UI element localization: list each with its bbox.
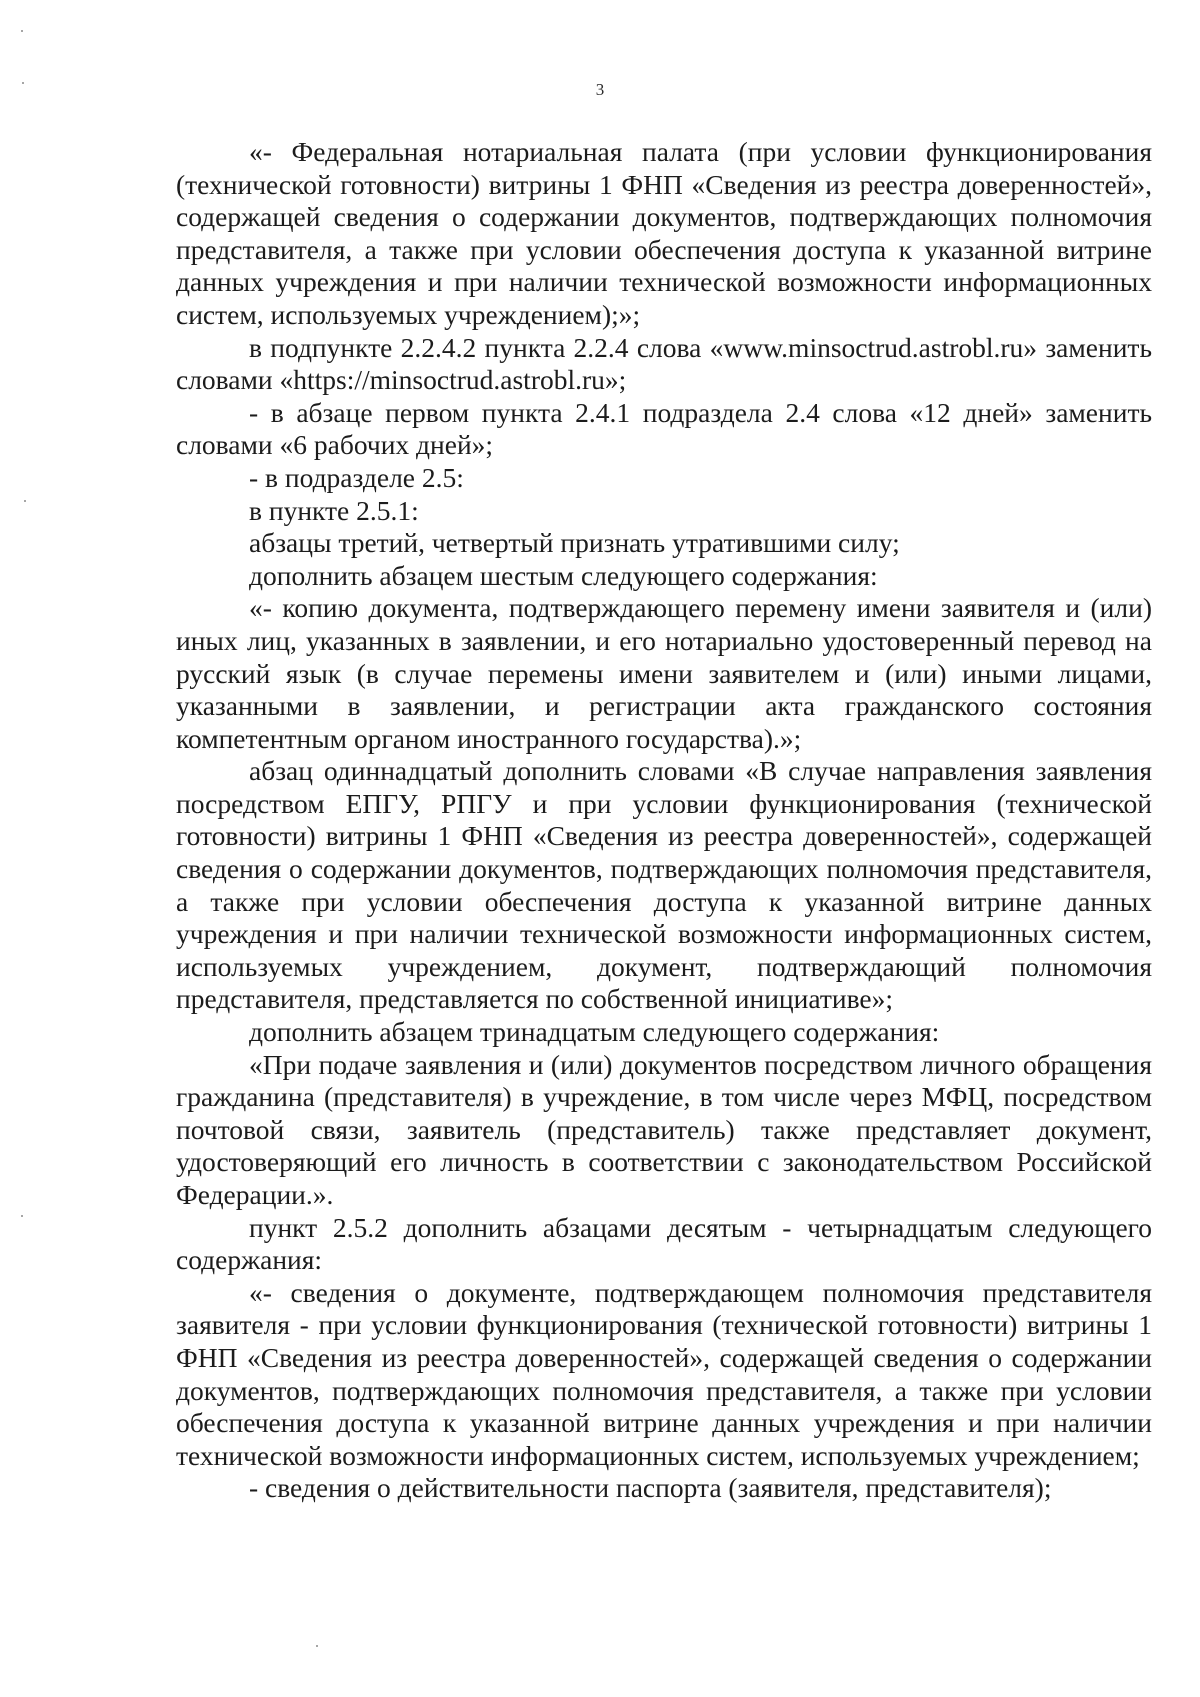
paragraph-eleventh-addition: абзац одиннадцатый дополнить словами «В случае направления заявления посредством ЕПГУ, РПГУ и при условии функционирования (технической готовности) витрины 1 ФНП «Сведения из реестра доверенностей», содержащей сведения о содержании документов, подтверждающих полномочия представителя, а также при условии обеспечения доступа к указанной витрине данных учреждения и при наличии технической возможности информационных систем, используемых учреждением, документ, подтверждающий полномочия представителя, представляется по собственной инициативе»; bbox=[176, 755, 1152, 1015]
paragraph-repeal-3-4: абзацы третий, четвертый признать утратившими силу; bbox=[249, 527, 900, 559]
scan-speck bbox=[21, 30, 23, 32]
paragraph-point-2-5-2: пункт 2.5.2 дополнить абзацами десятым - четырнадцатым следующего содержания: bbox=[176, 1211, 1152, 1276]
paragraph-representative-doc: «- сведения о документе, подтверждающем полномочия представителя заявителя - при условии функционирования (технической готовности) витрины 1 ФНП «Сведения из реестра доверенностей», содержащей сведения о содержании документов, подтверждающих полномочия представителя, а также при условии обеспечения доступа к указанной витрине данных учреждения и при наличии технической возможности информационных систем, используемых учреждением; bbox=[176, 1276, 1152, 1471]
paragraph-point-2-5-1: в пункте 2.5.1: bbox=[249, 494, 419, 526]
paragraph-point-2-4-1: - в абзаце первом пункта 2.4.1 подраздела 2.4 слова «12 дней» заменить словами «6 рабочих дней»; bbox=[176, 396, 1152, 461]
paragraph-passport-validity: - сведения о действительности паспорта (заявителя, представителя); bbox=[249, 1472, 1052, 1504]
paragraph-name-change-copy: «- копию документа, подтверждающего перемену имени заявителя и (или) иных лиц, указанных в заявлении, и его нотариально удостоверенный перевод на русский язык (в случае перемены имени заявителем и (или) иными лицами, указанными в заявлении, и регистрации акта гражданского состояния компетентным органом иностранного государства).»; bbox=[176, 592, 1152, 754]
paragraph-subsection-2-5: - в подразделе 2.5: bbox=[249, 461, 464, 493]
paragraph-subpoint-2-2-4-2: в подпункте 2.2.4.2 пункта 2.2.4 слова «www.minsoctrud.astrobl.ru» заменить словами «https://minsoctrud.astrobl.ru»; bbox=[176, 331, 1152, 396]
paragraph-personal-submission: «При подаче заявления и (или) документов посредством личного обращения гражданина (представителя) в учреждение, в том числе через МФЦ, посредством почтовой связи, заявитель (представитель) также представляет документ, удостоверяющий его личность в соответствии с законодательством Российской Федерации.». bbox=[176, 1048, 1152, 1210]
scan-speck bbox=[24, 500, 26, 502]
scan-speck bbox=[316, 1645, 318, 1647]
scan-speck bbox=[22, 82, 24, 84]
scan-speck bbox=[21, 1215, 23, 1217]
paragraph-add-thirteenth: дополнить абзацем тринадцатым следующего содержания: bbox=[249, 1016, 940, 1048]
paragraph-notary-chamber: «- Федеральная нотариальная палата (при условии функционирования (технической готовности) витрины 1 ФНП «Сведения из реестра доверенностей», содержащей сведения о содержании документов, подтверждающих полномочия представителя, а также при условии обеспечения доступа к указанной витрине данных учреждения и при наличии технической возможности информационных систем, используемых учреждением);»; bbox=[176, 136, 1152, 330]
paragraph-add-sixth: дополнить абзацем шестым следующего содержания: bbox=[249, 559, 878, 591]
document-body bbox=[176, 136, 1152, 1505]
page-number: 3 bbox=[595, 80, 605, 99]
